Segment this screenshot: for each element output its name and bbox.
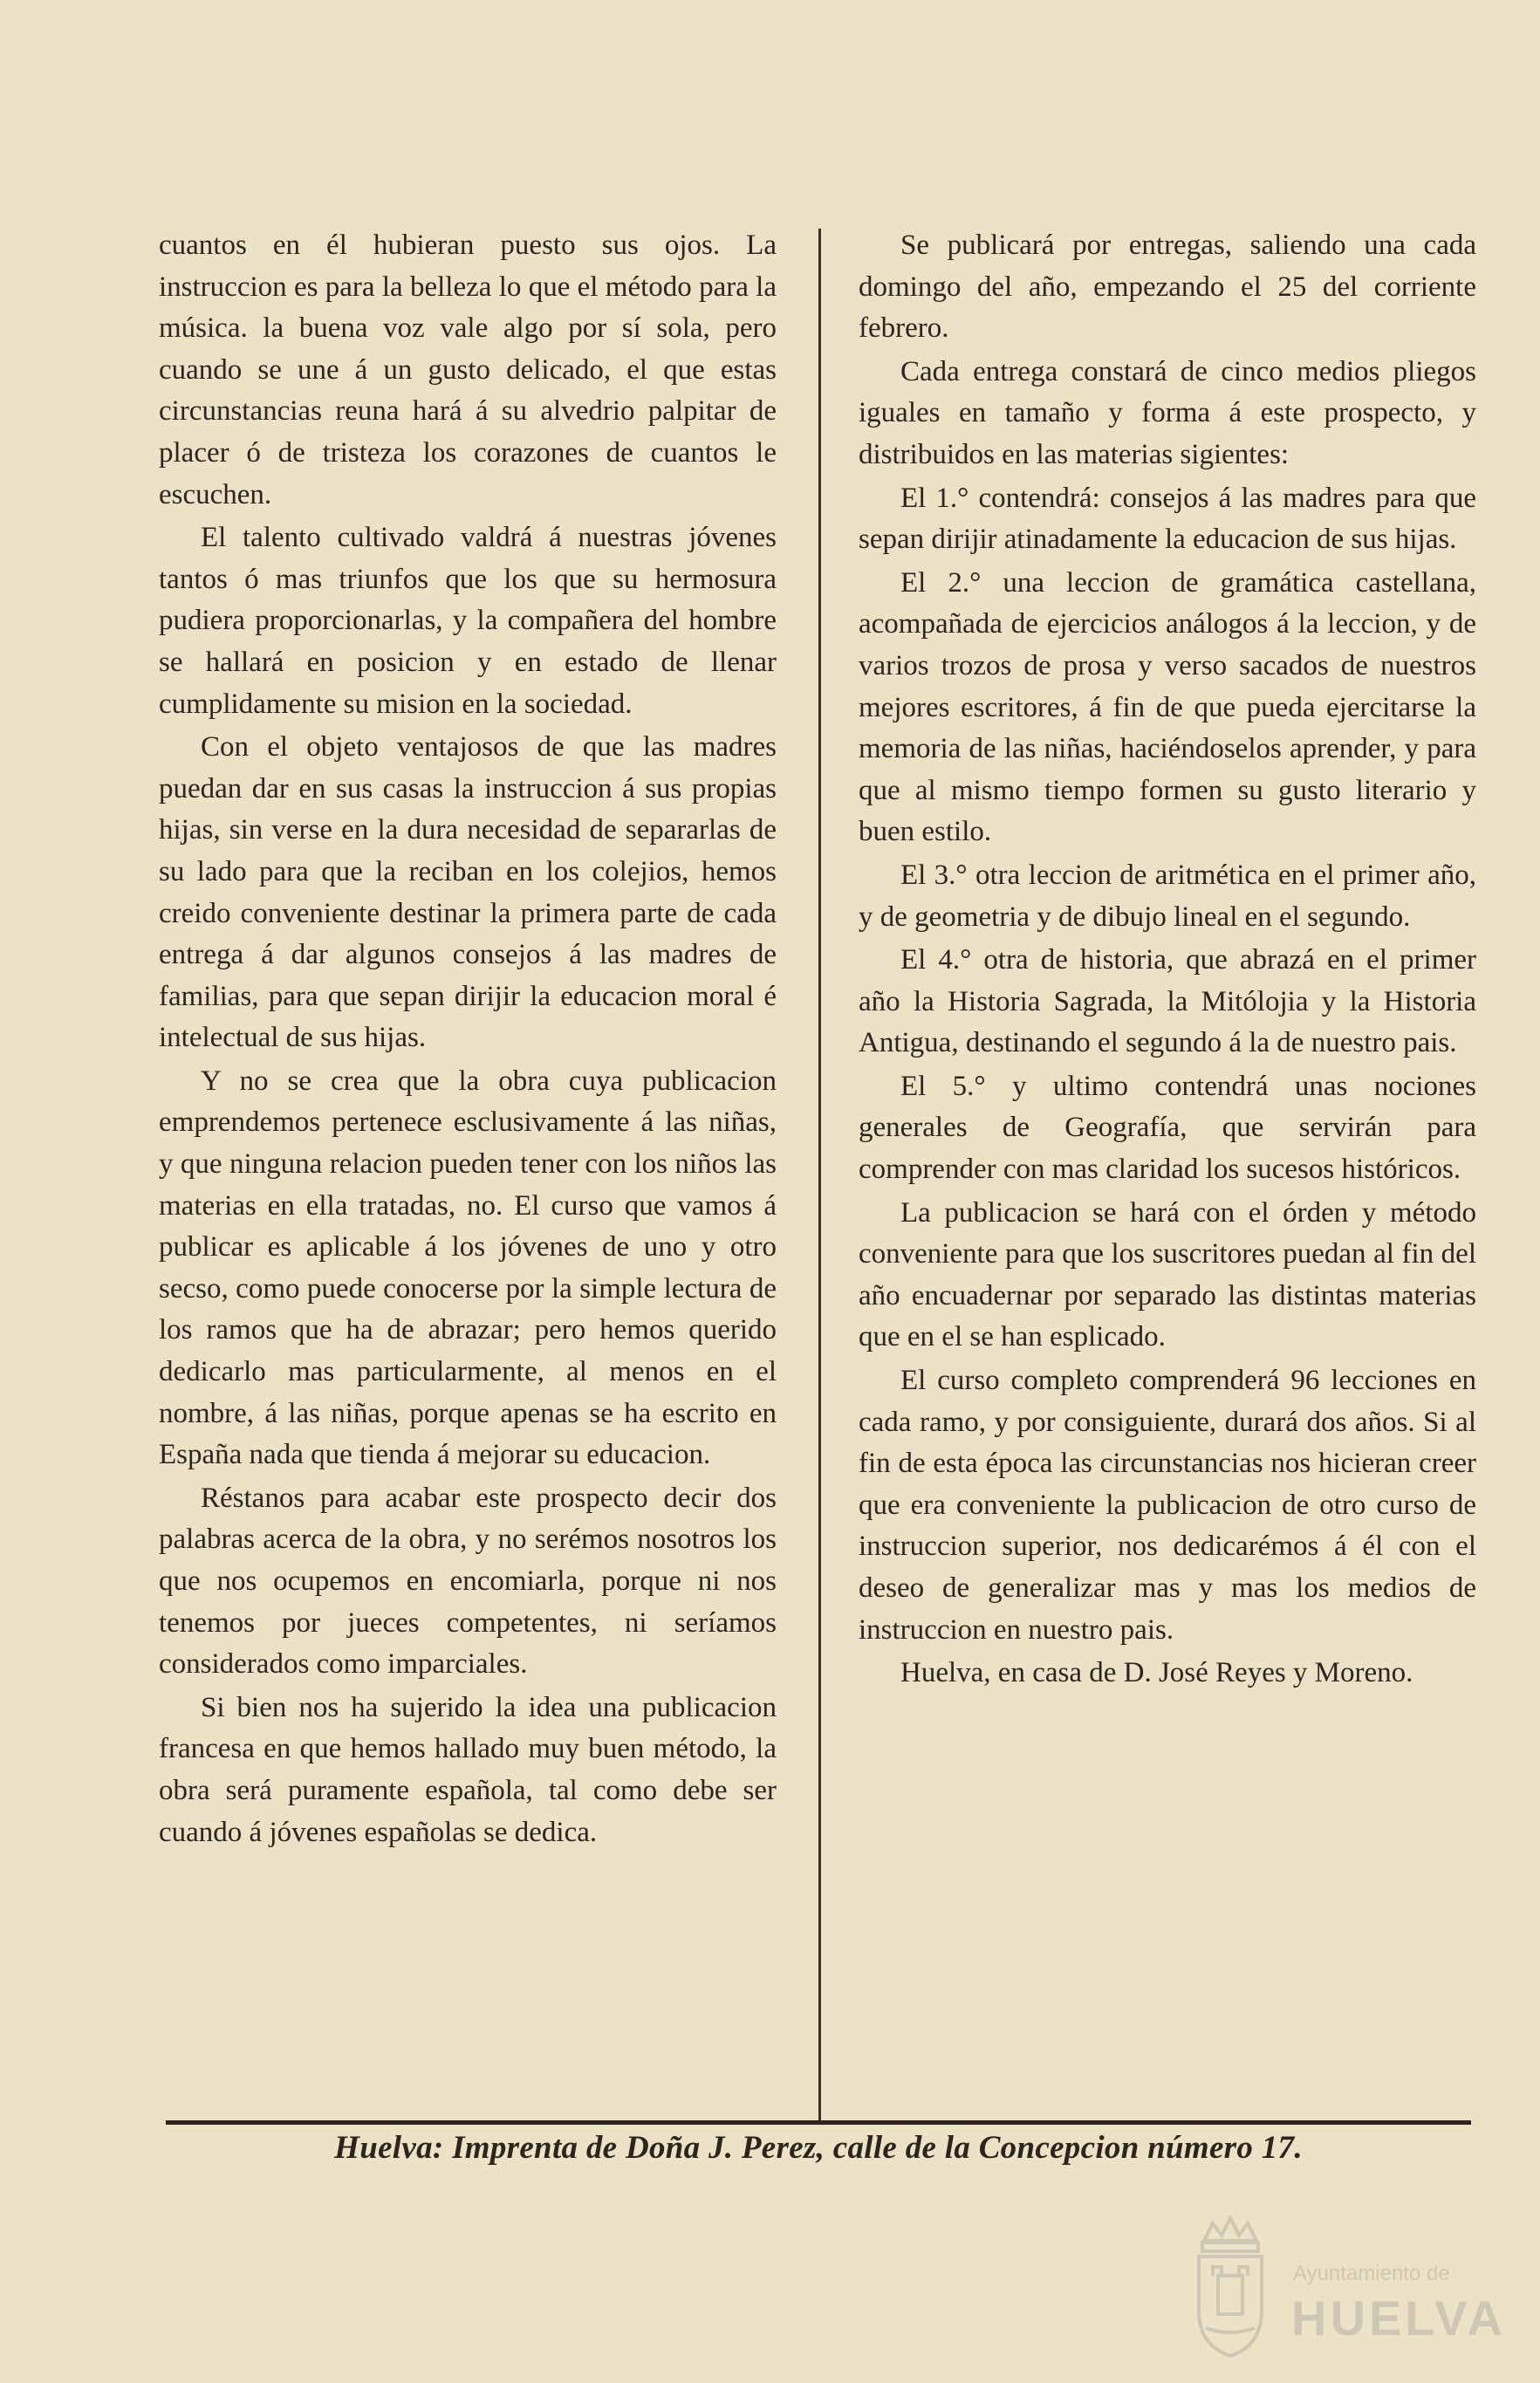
watermark-caption: Ayuntamiento de <box>1293 2262 1450 2285</box>
right-paragraph-6: El 4.° otra de historia, que abrazá en el primer año la Historia Sagrada, la Mitólojia y la Historia Antigua, destinando el segundo á la de nuestro pais. <box>859 944 1476 1059</box>
left-paragraph-2: El talento cultivado valdrá á nuestras jóvenes tantos ó mas triunfos que los que su hermosura pudiera proporcionarlas, y la compañera del hombre se hallará en posicion y en estado de llenar cumplidamente su mision en la sociedad. <box>159 522 777 720</box>
right-paragraph-8: La publicacion se hará con el órden y método conveniente para que los suscritores puedan al fin del año encuadernar por separado las distintas materias que en el se han esplicado. <box>859 1196 1476 1353</box>
right-paragraph-3: El 1.° contendrá: consejos á las madres para que sepan dirijir atinadamente la educacion de sus hijas. <box>859 482 1476 556</box>
column-divider <box>818 229 821 2120</box>
watermark-name: HUELVA <box>1291 2291 1506 2345</box>
right-paragraph-9: El curso completo comprenderá 96 lecciones en cada ramo, y por consiguiente, durará dos años. Si al fin de esta época las circunstancias nos hicieran creer que era conveniente la publicacion de otro curso de instruccion superior, nos dedicarémos á él con el deseo de generalizar mas y mas los medios de instruccion en nuestro pais. <box>859 1365 1476 1646</box>
imprint-line: Huelva: Imprenta de Doña J. Perez, calle de la Concepcion número 17. <box>334 2130 1303 2166</box>
left-paragraph-6: Si bien nos ha sujerido la idea una publicacion francesa en que hemos hallado muy buen método, la obra será puramente española, tal como debe ser cuando á jóvenes españolas se dedica. <box>159 1691 777 1848</box>
left-paragraph-1: cuantos en él hubieran puesto sus ojos. La instruccion es para la belleza lo que el método para la música. la buena voz vale algo por sí sola, pero cuando se une á un gusto delicado, el que estas circunstancias reuna hará á su alvedrio palpitar de placer ó de tristeza los corazones de cuantos le escuchen. <box>159 229 777 510</box>
right-paragraph-2: Cada entrega constará de cinco medios pliegos iguales en tamaño y forma á este prospecto, y distribuidos en las materias sigientes: <box>859 355 1476 470</box>
right-paragraph-1: Se publicará por entregas, saliendo una cada domingo del año, empezando el 25 del corriente febrero. <box>859 229 1476 345</box>
left-column <box>159 225 777 1855</box>
left-paragraph-3: Con el objeto ventajosos de que las madres puedan dar en sus casas la instruccion á sus propias hijas, sin verse en la dura necesidad de separarlas de su lado para que la reciban en los colejios, hemos creido conveniente destinar la primera parte de cada entrega á dar algunos consejos á las madres de familias, para que sepan dirijir la educacion moral é intelectual de sus hijas. <box>159 731 777 1054</box>
coat-of-arms-icon <box>1187 2206 1274 2363</box>
bottom-rule <box>166 2120 1471 2125</box>
right-paragraph-4: El 2.° una leccion de gramática castellana, acompañada de ejercicios análogos á la leccion, y de varios trozos de prosa y verso sacados de nuestros mejores escritores, á fin de que pueda ejercitarse la memoria de las niñas, haciéndoselos aprender, y para que al mismo tiempo formen su gusto literario y buen estilo. <box>859 566 1476 848</box>
right-paragraph-signature: Huelva, en casa de D. José Reyes y Moreno. <box>900 1657 1413 1689</box>
left-paragraph-5: Réstanos para acabar este prospecto decir dos palabras acerca de la obra, y no serémos nosotros los que nos ocupemos en encomiarla, porque ni nos tenemos por jueces competentes, ni seríamos considerados como imparciales. <box>159 1482 777 1681</box>
right-paragraph-7: El 5.° y ultimo contendrá unas nociones generales de Geografía, que servirán para comprender con mas claridad los sucesos históricos. <box>859 1070 1476 1186</box>
watermark <box>1167 2199 1516 2373</box>
right-paragraph-5: El 3.° otra leccion de aritmética en el primer año, y de geometria y de dibujo lineal en el segundo. <box>859 859 1476 933</box>
right-column <box>859 225 1476 1696</box>
left-paragraph-4: Y no se crea que la obra cuya publicacion emprendemos pertenece esclusivamente á las niñas, y que ninguna relacion pueden tener con los niños las materias en ella tratadas, no. El curso que vamos á publicar es aplicable á los jóvenes de uno y otro secso, como puede conocerse por la simple lectura de los ramos que ha de abrazar; pero hemos querido dedicarlo mas particularmente, al menos en el nombre, á las niñas, porque apenas se ha escrito en España nada que tienda á mejorar su educacion. <box>159 1065 777 1471</box>
